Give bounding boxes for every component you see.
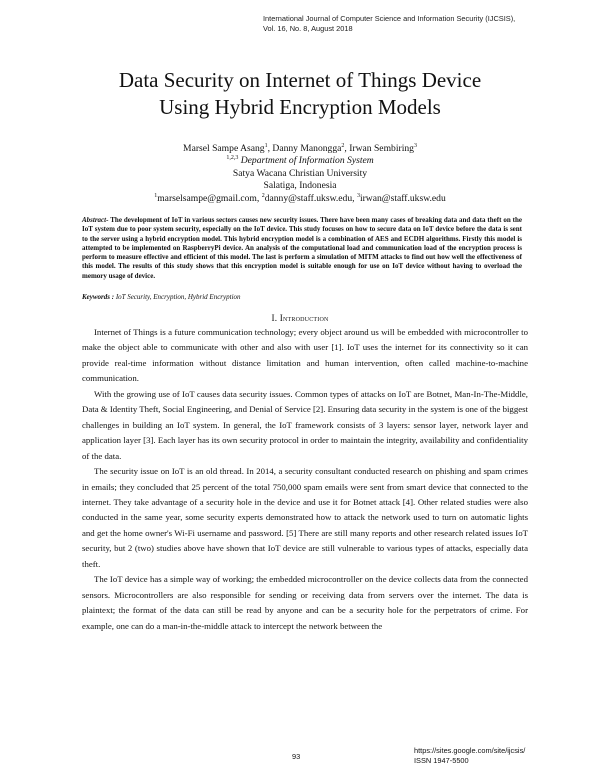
footer-issn: ISSN 1947-5500 — [414, 756, 469, 765]
paper-title — [40, 67, 560, 121]
abstract — [82, 216, 522, 281]
paragraph: With the growing use of IoT causes data security issues. Common types of attacks on IoT are Botnet, Man-In-The-Middle, Data & Identity Theft, Social Engineering, and Denial of Service [2]. Ensuring data security in the system is one of the biggest challenges in building an IoT system. In general, the IoT framework consists of 3 layers: sensor layer, network layer and application layer [3]. Each layer has its own security protocol in order to maintain the integrity, availability and confidentiality of the data. — [82, 388, 528, 461]
author-3: Irwan Sembiring — [349, 143, 414, 154]
paragraph: Internet of Things is a future communication technology; every object around us will be embedded with microcontroller to make the object able to communicate with other and also with user [1]. IoT uses the internet for its connectivity so it can provide real-time information without distance limitation and human intervention, often called machine-to-machine communication. — [82, 327, 528, 384]
section-number: I. — [271, 313, 278, 323]
paragraph: The IoT device has a simple way of working; the embedded microcontroller on the device collects data from the connected sensors. Microcontrollers are also responsible for sending or receiving data from servers over the internet. The data is plaintext; the format of the data can still be read by anyone and can be a security hole for the perpetrators of crime. For example, one can do a man-in-the-middle attack to intercept the network between the — [82, 574, 528, 631]
paragraph: The security issue on IoT is an old thread. In 2014, a security consultant conducted research on phishing and spam crimes in emails; they concluded that 25 percent of the total 750,000 spam emails were sent from smart device that connected to the internet. They take advantage of a security hole in the device and use it for Botnet attack [4]. Other related studies were also conducted in the same year, some security experts demonstrated how to attack the network used to turn on automatic lights and get the home owner's Wi-Fi username and password. [5] There are still many reports and other research related issues IoT security, but 2 (two) studies above have shown that IoT device are still vulnerable to various types of attacks, especially data theft. — [82, 466, 528, 569]
email-1: marselsampe@gmail.com, — [157, 192, 262, 204]
author-names: Marsel Sampe Asang$^1$, Danny Manongga$^2$, Irwan Sembiring$^3$ — [183, 143, 417, 154]
keywords — [82, 293, 522, 302]
university: Satya Wacana Christian University — [232, 167, 368, 179]
journal-header — [263, 14, 515, 34]
city: Salatiga, Indonesia — [263, 180, 337, 192]
title-line-1: Data Security on Internet of Things Device — [118, 68, 482, 92]
email-3: irwan@staff.uksw.edu — [359, 192, 446, 204]
abstract-label: Abstract- — [82, 216, 109, 224]
email-2: danny@staff.uksw.edu, — [264, 192, 357, 204]
author-1: Marsel Sampe Asang — [183, 143, 265, 154]
author-block — [40, 143, 560, 205]
journal-issue: Vol. 16, No. 8, August 2018 — [263, 24, 353, 33]
department: $^{1,2,3}$ Department of Information System — [226, 155, 374, 167]
title-line-2: Using Hybrid Encryption Models — [159, 95, 441, 119]
footer-info — [414, 746, 525, 766]
author-2: Danny Manongga — [272, 143, 342, 154]
keywords-value: IoT Security, Encryption, Hybrid Encryption — [115, 293, 241, 301]
section-heading — [40, 313, 560, 324]
keywords-label: Keywords : — [82, 293, 116, 301]
body-text — [82, 325, 528, 634]
abstract-text: The development of IoT in various sectors causes new security issues. There have been many cases of breaking data and data theft on the IoT system due to poor system security, especially on the IoT device. This study focuses on how to secure data on IoT device before the data is sent to the server using a hybrid encryption model. This hybrid encryption model is a combination of AES and ECDH algorithms. Firstly this model is attempted to be implemented on RaspberryPi device. An analysis of the computational load and communication load of the encryption process is perform to measure effective and efficient of this model. The last is perform a simulation of MITM attacks to find out how well the effectiveness of this model. The results of this study shows that this encryption model is suitable enough for use on IoT device without having to overload the memory usage of device. — [82, 216, 522, 280]
page-number: 93 — [292, 752, 301, 761]
author-emails: $^1$marselsampe@gmail.com, $^2$danny@staff.uksw.edu, $^3$irwan@staff.uksw.edu — [154, 192, 446, 204]
section-title: Introduction — [279, 313, 329, 323]
journal-name: International Journal of Computer Science and Information Security (IJCSIS), — [263, 14, 516, 23]
footer-url[interactable]: https://sites.google.com/site/ijcsis/ — [414, 746, 526, 755]
